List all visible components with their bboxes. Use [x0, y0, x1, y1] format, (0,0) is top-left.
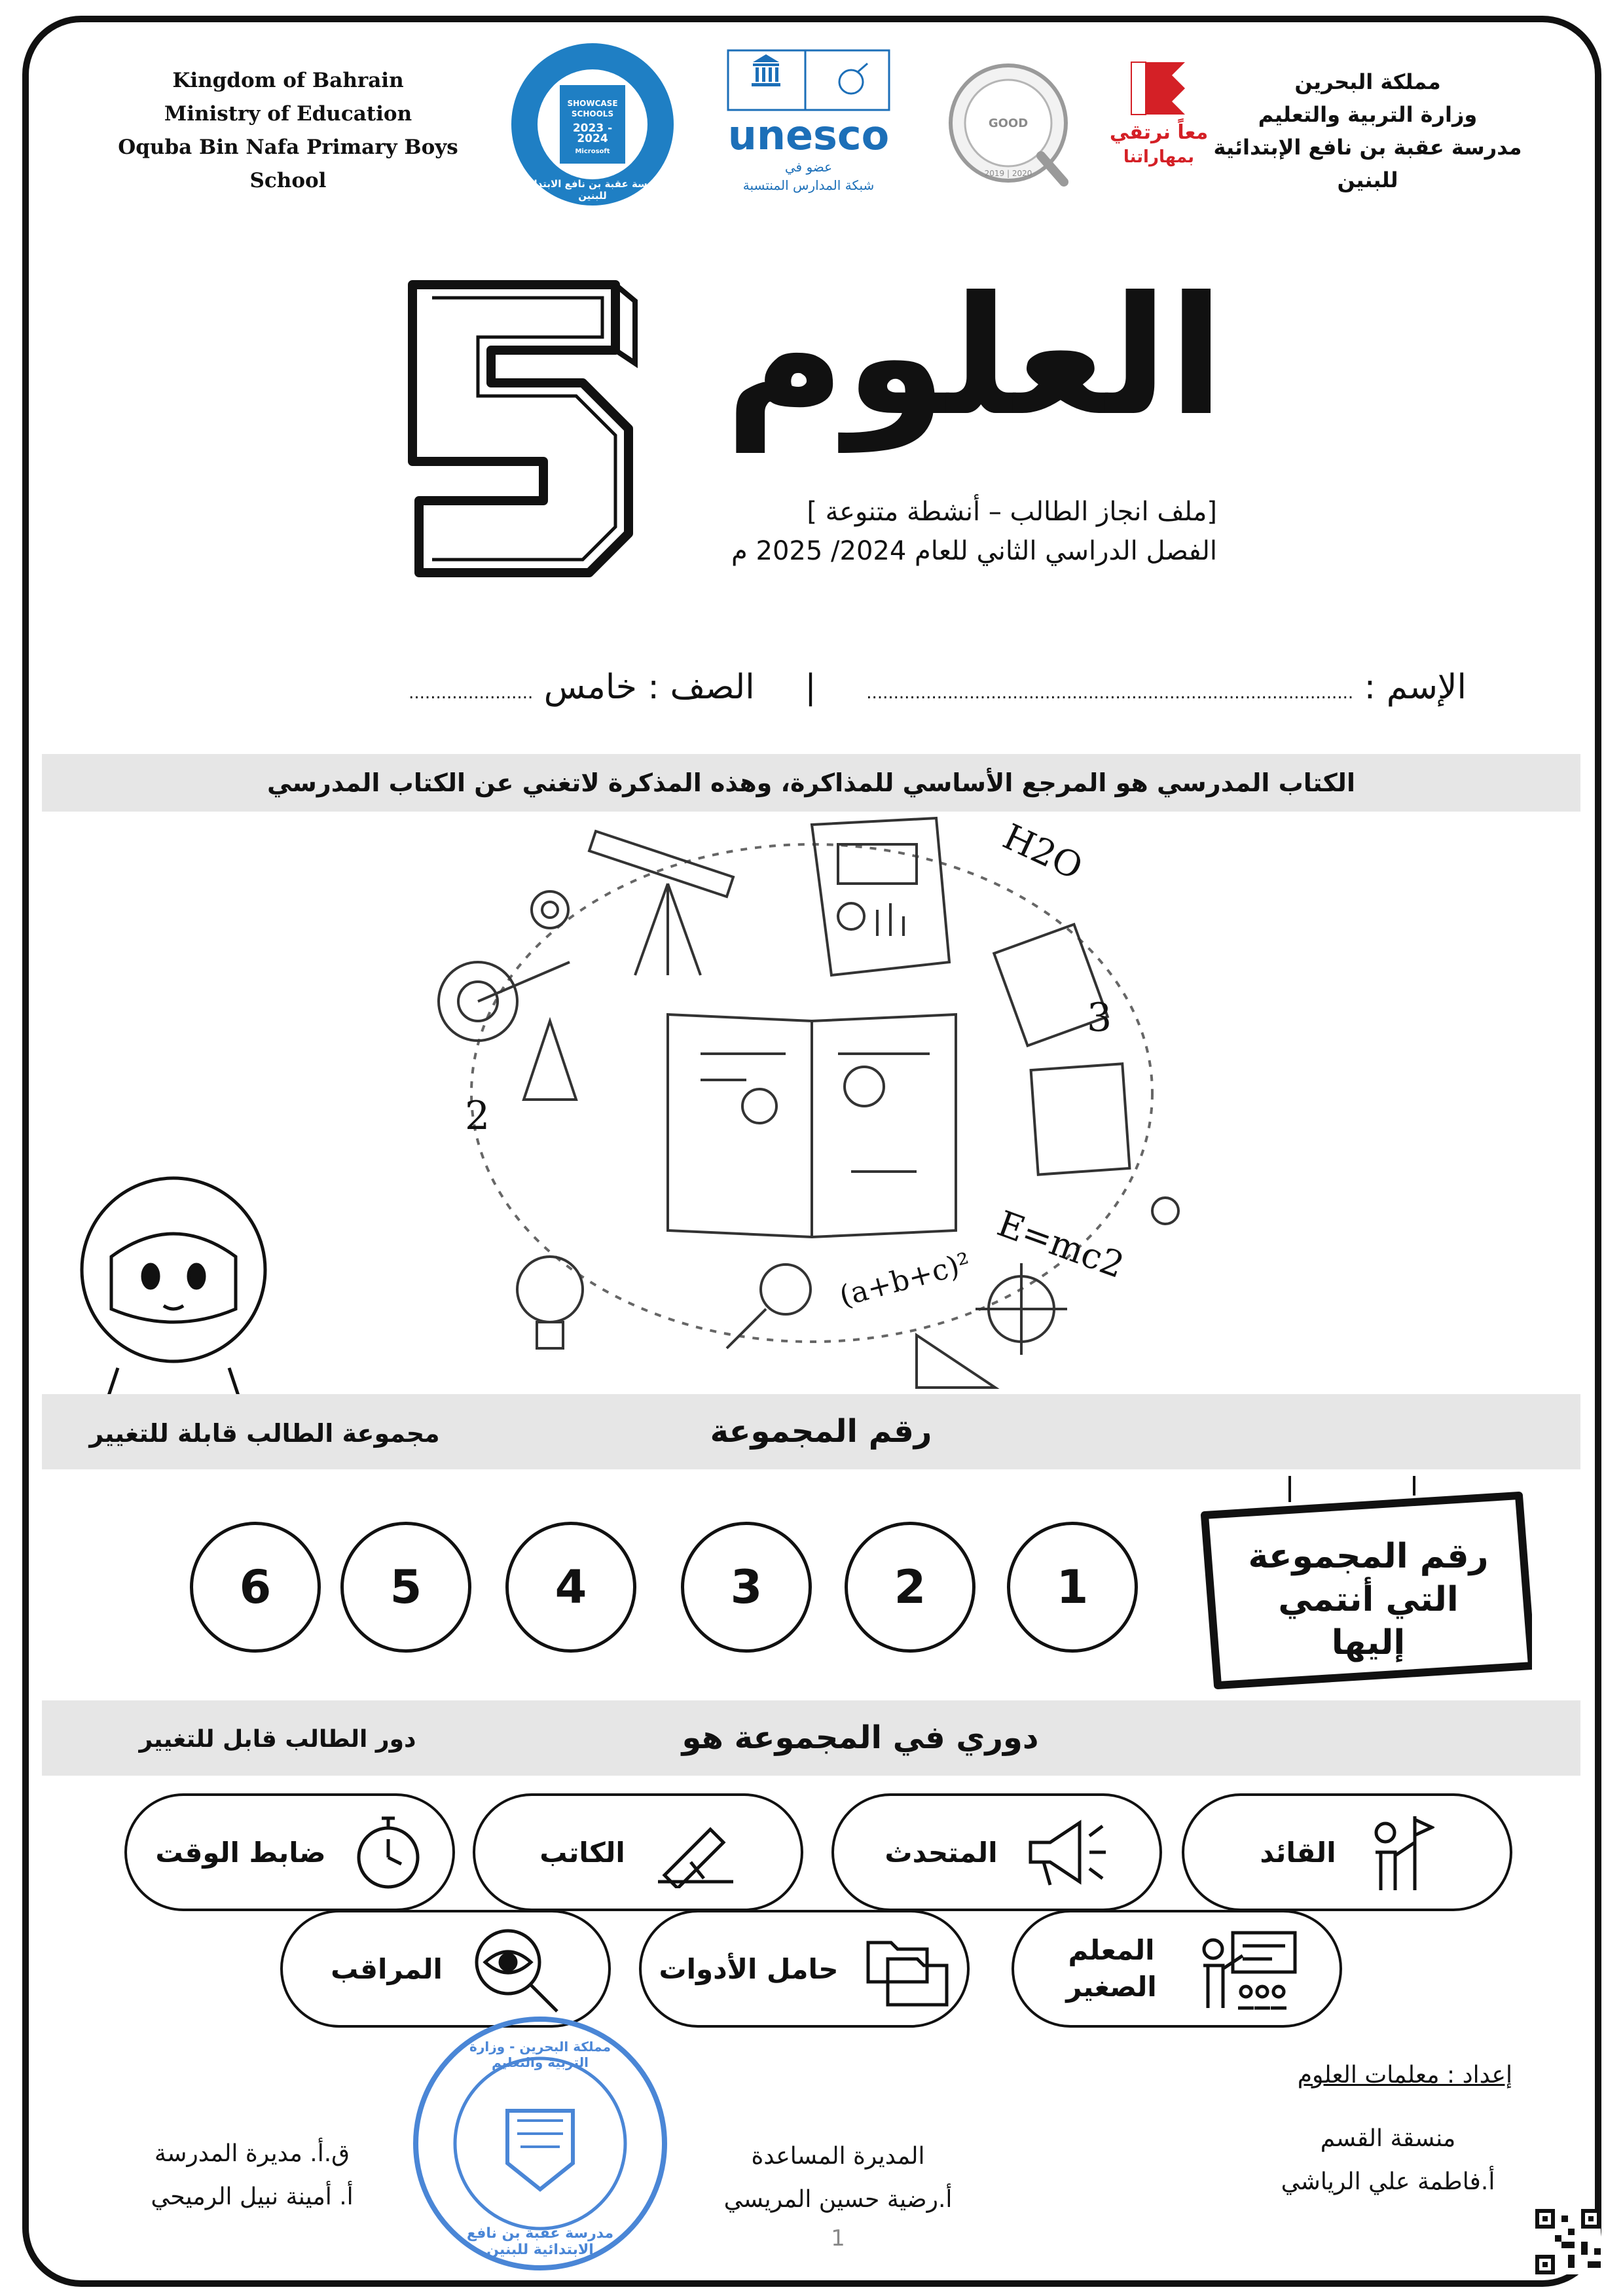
- unesco-caption2: شبكة المدارس المنتسبة: [742, 177, 875, 193]
- grade-number-graphic: [393, 272, 642, 579]
- leader-flag-icon: [1362, 1813, 1434, 1892]
- class-field[interactable]: .......................: [409, 683, 534, 703]
- showcase-schools-logo: [507, 39, 678, 209]
- assistant-name: أ.رضية حسين المريسي: [723, 2186, 953, 2213]
- group-sign: [1192, 1476, 1532, 1692]
- group-note: مجموعة الطالب قابلة للتغيير: [89, 1419, 440, 1448]
- name-field[interactable]: ..........................................................................................: [866, 683, 1354, 703]
- role-tool-holder[interactable]: [639, 1910, 970, 2028]
- principal-name: أ. أمينة نبيل الرميحي: [151, 2183, 354, 2210]
- showcase-line1: SHOWCASE: [567, 99, 618, 108]
- role-speaker[interactable]: [831, 1793, 1162, 1911]
- role-writer[interactable]: [473, 1793, 803, 1911]
- role-observer[interactable]: [280, 1910, 611, 2028]
- stamp-top-text: مملكة البحرين - وزارة التربية والتعليم: [469, 2039, 611, 2070]
- science-illustration: [419, 805, 1205, 1394]
- coordinator-name: أ.فاطمة علي الرياشي: [1281, 2168, 1495, 2195]
- showcase-brand: Microsoft: [575, 148, 610, 155]
- group-number-1[interactable]: 1: [1007, 1522, 1138, 1653]
- number-two: 2: [465, 1093, 490, 1139]
- class-label: الصف : خامس: [543, 668, 755, 707]
- stopwatch-icon: [352, 1813, 424, 1892]
- unesco-name: unesco: [727, 111, 890, 159]
- slogan-logo: [1106, 56, 1211, 187]
- group-number-2[interactable]: 2: [845, 1522, 976, 1653]
- unesco-logo: [727, 49, 897, 206]
- assistant-title: المديرة المساعدة: [751, 2143, 925, 2170]
- rocket-icon: [524, 1021, 576, 1100]
- role-leader-label: القائد: [1260, 1836, 1336, 1869]
- role-tool-holder-label: حامل الأدوات: [659, 1952, 839, 1985]
- role-timekeeper[interactable]: [124, 1793, 455, 1911]
- gear-icon: [532, 891, 568, 928]
- document-icon: [812, 818, 949, 975]
- header-school-ar: مدرسة عقبة بن نافع الإبتدائية للبنين: [1213, 135, 1522, 192]
- quality-logo: [943, 51, 1074, 195]
- formula-abc: (a+b+c)²: [835, 1246, 974, 1314]
- role-title: دوري في المجموعة هو: [682, 1719, 1039, 1756]
- group-sign-text: رقم المجموعة التي أنتمي إليها: [1248, 1537, 1489, 1662]
- formula-emc2: E=mc2: [992, 1202, 1130, 1287]
- group-number-5[interactable]: 5: [340, 1522, 471, 1653]
- group-title: رقم المجموعة: [710, 1413, 932, 1450]
- role-speaker-label: المتحدث: [884, 1836, 998, 1869]
- role-leader[interactable]: [1182, 1793, 1512, 1911]
- role-observer-label: المراقب: [331, 1952, 443, 1985]
- header-ministry: Ministry of Education: [164, 102, 412, 126]
- slogan-line2: بمهاراتنا: [1123, 147, 1195, 167]
- principal-signature: [128, 2132, 376, 2219]
- book-stack-icon: [1031, 1064, 1130, 1174]
- writing-hand-icon: [651, 1816, 737, 1888]
- quality-caption: GOOD: [988, 117, 1029, 130]
- telescope-icon: [589, 831, 733, 897]
- separator: |: [805, 668, 816, 707]
- group-number-4[interactable]: 4: [505, 1522, 636, 1653]
- teacher-board-icon: [1194, 1926, 1298, 2011]
- number-three: 3: [1087, 995, 1112, 1041]
- role-bar: [42, 1700, 1580, 1776]
- megaphone-icon: [1024, 1816, 1109, 1888]
- notice-text: الكتاب المدرسي هو المرجع الأساسي للمذاكرة، وهذه المذكرة لاتغني عن الكتاب المدرسي: [267, 768, 1355, 797]
- role-little-teacher[interactable]: [1012, 1910, 1342, 2028]
- subtitle-line1: [ملف انجاز الطالب – أنشطة متنوعة ]: [807, 497, 1217, 527]
- header-arabic: [1184, 65, 1551, 196]
- group-number-3[interactable]: 3: [681, 1522, 812, 1653]
- group-bar: [42, 1394, 1580, 1469]
- principal-title: ق.أ. مديرة المدرسة: [154, 2140, 350, 2167]
- quality-years: 2019 | 2020: [984, 169, 1032, 178]
- subtitle-line2: الفصل الدراسي الثاني للعام 2024/ 2025 م: [731, 536, 1217, 566]
- group-number-6[interactable]: 6: [190, 1522, 321, 1653]
- showcase-ring-text: مدرسة عقبة بن نافع الابتدائية للبنين: [520, 178, 665, 202]
- qr-code: [1535, 2209, 1601, 2274]
- student-line: [170, 661, 1467, 713]
- magnifier-icon: [761, 1265, 811, 1314]
- coordinator-signature: [1264, 2117, 1512, 2204]
- slogan-line1: معاً نرتقي: [1109, 121, 1209, 144]
- header-school: Oquba Bin Nafa Primary Boys School: [118, 135, 458, 192]
- formula-h2o: H2O: [996, 816, 1089, 888]
- role-writer-label: الكاتب: [539, 1836, 625, 1869]
- magnifier-eye-icon: [469, 1923, 560, 2015]
- astronaut-character: [65, 1172, 282, 1407]
- school-stamp: [409, 2013, 671, 2274]
- showcase-years: 2023 - 2024: [572, 122, 613, 145]
- role-timekeeper-label: ضابط الوقت: [155, 1836, 326, 1869]
- header-english: [92, 64, 484, 198]
- subtitle: [731, 492, 1217, 571]
- header-ministry-ar: وزارة التربية والتعليم: [1258, 102, 1478, 127]
- assistant-signature: [687, 2135, 989, 2221]
- page-number: 1: [831, 2225, 845, 2251]
- role-little-teacher-label: المعلم الصغير: [1066, 1934, 1157, 2003]
- folders-icon: [865, 1929, 950, 2008]
- header-kingdom-ar: مملكة البحرين: [1294, 69, 1441, 94]
- name-label: الإسم :: [1364, 668, 1467, 707]
- notice-bar: [42, 754, 1580, 812]
- showcase-line2: SCHOOLS: [571, 109, 614, 118]
- role-note: دور الطالب قابل للتغيير: [139, 1726, 416, 1753]
- stamp-ring-text: مدرسة عقبة بن نافع الابتدائية للبنين: [466, 2225, 614, 2258]
- lightbulb-icon: [517, 1257, 583, 1322]
- coordinator-title: منسقة القسم: [1320, 2125, 1456, 2152]
- unesco-caption1: عضو في: [784, 159, 833, 175]
- subject-title: العلوم: [725, 261, 1224, 452]
- prepared-by: إعداد : معلمات العلوم: [1297, 2062, 1512, 2089]
- header-kingdom: Kingdom of Bahrain: [172, 69, 404, 92]
- triangle-icon: [917, 1335, 995, 1388]
